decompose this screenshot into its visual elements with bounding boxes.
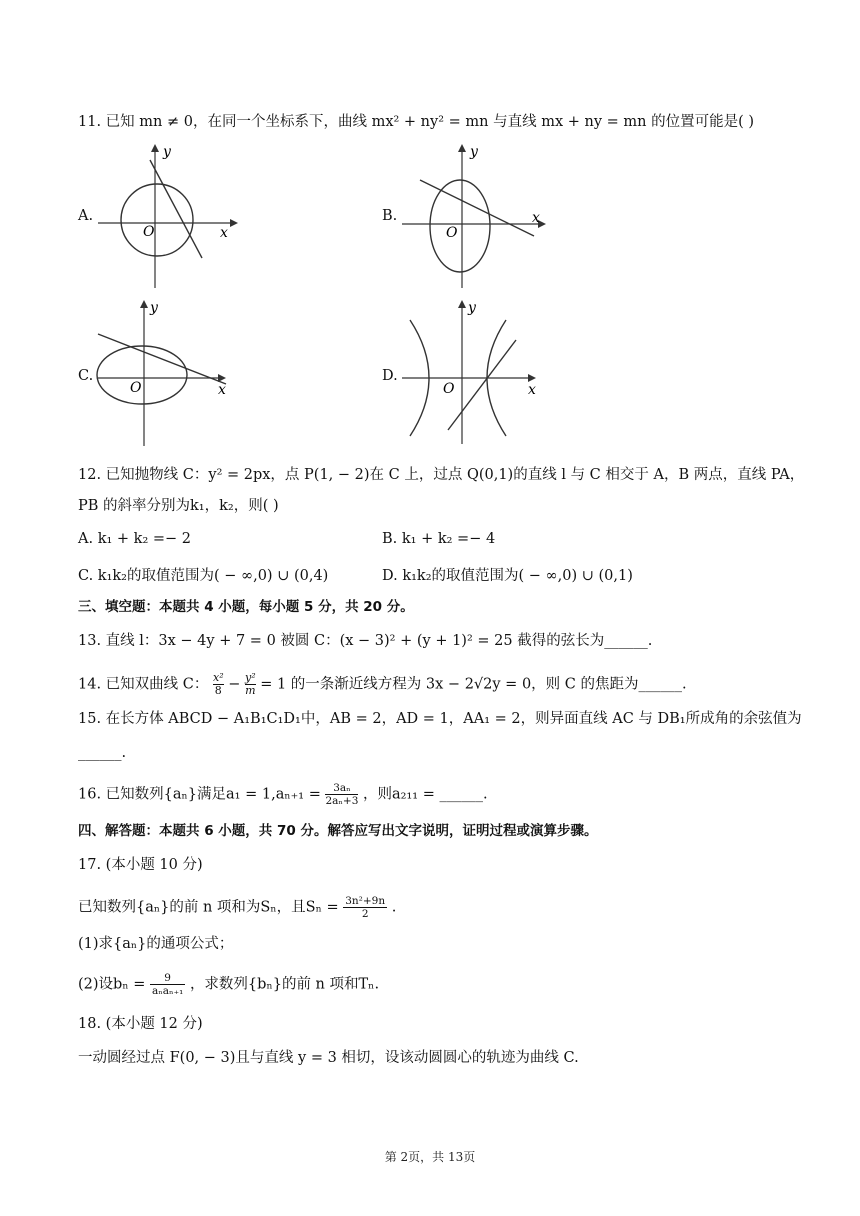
fig-c-origin-label: O: [130, 380, 142, 396]
q14: 14. 已知双曲线 C： $\frac{\text{x²}}{8}$ − $\frac{\text{y²}}{m}$ = 1 的一条渐近线方程为 3x − 2√2y = 0，则 C 的焦距为______.: [78, 671, 687, 697]
q14-suffix: = 1 的一条渐近线方程为 3x − 2√2y = 0，则 C 的焦距为______.: [260, 676, 687, 693]
fig-c-y-label: y: [150, 300, 158, 316]
fig-a-x-label: x: [220, 225, 228, 241]
q14-fraction-y: $\frac{\text{y²}}{m}$: [244, 671, 256, 697]
q17-part2: [78, 972, 379, 997]
q11-figure-d: [398, 296, 548, 450]
fig-b-origin-label: O: [446, 225, 458, 241]
q12-stem-line2: PB 的斜率分别为k₁，k₂，则( ): [78, 498, 279, 514]
fig-d-y-label: y: [468, 300, 476, 316]
fig-c-x-label: x: [218, 382, 226, 398]
q15-line2: ______.: [78, 745, 127, 761]
q17-heading: 17. (本小题 10 分): [78, 857, 203, 873]
q11-option-d-label: D.: [382, 368, 398, 384]
q12-stem-line1: 12. 已知抛物线 C：y² = 2px，点 P(1, − 2)在 C 上，过点 Q(0,1)的直线 l 与 C 相交于 A，B 两点，直线 PA，: [78, 467, 805, 483]
q14-fraction-x: $\frac{\text{x²}}{8}$: [212, 671, 224, 697]
q17-part2-fraction: 9 aₙaₙ₊₁: [151, 972, 184, 997]
page-footer: 第 2页，共 13页: [384, 1150, 476, 1164]
q17-stem: 已知数列{aₙ}的前 n 项和为Sₙ，且Sₙ = $\frac{\text{3n²+9n}}{2}$ .: [78, 895, 397, 920]
q16: [78, 782, 488, 807]
q17-fraction: $\frac{\text{3n²+9n}}{2}$: [345, 895, 386, 920]
q11-stem: 11. 已知 mn ≠ 0，在同一个坐标系下，曲线 mx² + ny² = mn 与直线 mx + ny = mn 的位置可能是( ): [78, 114, 755, 130]
q13: 13. 直线 l：3x − 4y + 7 = 0 被圆 C：(x − 3)² + (y + 1)² = 25 截得的弦长为______.: [78, 633, 653, 649]
q17-stem-prefix: 已知数列{aₙ}的前 n 项和为Sₙ，且Sₙ =: [78, 899, 344, 916]
q18-stem: 一动圆经过点 F(0, − 3)且与直线 y = 3 相切，设该动圆圆心的轨迹为曲线 C.: [78, 1050, 579, 1066]
q16-prefix: 16. 已知数列{aₙ}满足a₁ = 1,aₙ₊₁ =: [78, 786, 326, 803]
q15-line1: 15. 在长方体 ABCD − A₁B₁C₁D₁中，AB = 2，AD = 1，AA₁ = 2，则异面直线 AC 与 DB₁所成角的余弦值为: [78, 711, 802, 727]
q11-option-b-label: B.: [382, 208, 398, 224]
q12-option-b: B. k₁ + k₂ =− 4: [382, 531, 496, 547]
q11-figure-c: [92, 296, 242, 450]
q12-option-d: D. k₁k₂的取值范围为( − ∞,0) ∪ (0,1): [382, 568, 633, 584]
fig-a-origin-label: O: [143, 224, 155, 240]
q12-option-c: C. k₁k₂的取值范围为( − ∞,0) ∪ (0,4): [78, 568, 329, 584]
q17-part1: (1)求{aₙ}的通项公式；: [78, 936, 234, 952]
q11-option-c-label: C.: [78, 368, 94, 384]
q16-fraction: $\frac{\text{3aₙ}}{\text{2aₙ+3}}$: [325, 782, 359, 807]
q11-figure-b: [398, 140, 558, 294]
section-4-heading: 四、解答题：本题共 6 小题，共 70 分。解答应写出文字说明，证明过程或演算步骤。: [78, 823, 598, 839]
q16-suffix: ，则a₂₁₁ = ______.: [363, 786, 488, 803]
q17-part2-prefix: (2)设bₙ =: [78, 976, 150, 993]
q14-prefix: 14. 已知双曲线 C：: [78, 676, 209, 693]
fig-b-x-label: x: [532, 210, 540, 226]
section-3-heading: 三、填空题：本题共 4 小题，每小题 5 分，共 20 分。: [78, 599, 414, 615]
q17-part2-suffix: ，求数列{bₙ}的前 n 项和Tₙ.: [189, 976, 380, 993]
q11-option-a-label: A.: [78, 208, 94, 224]
fig-d-origin-label: O: [443, 381, 455, 397]
q18-heading: 18. (本小题 12 分): [78, 1016, 203, 1032]
q11-figure-a: [92, 140, 242, 294]
fig-b-y-label: y: [470, 144, 478, 160]
q12-option-a: A. k₁ + k₂ =− 2: [78, 531, 191, 547]
fig-a-y-label: y: [163, 144, 171, 160]
fig-d-x-label: x: [528, 382, 536, 398]
